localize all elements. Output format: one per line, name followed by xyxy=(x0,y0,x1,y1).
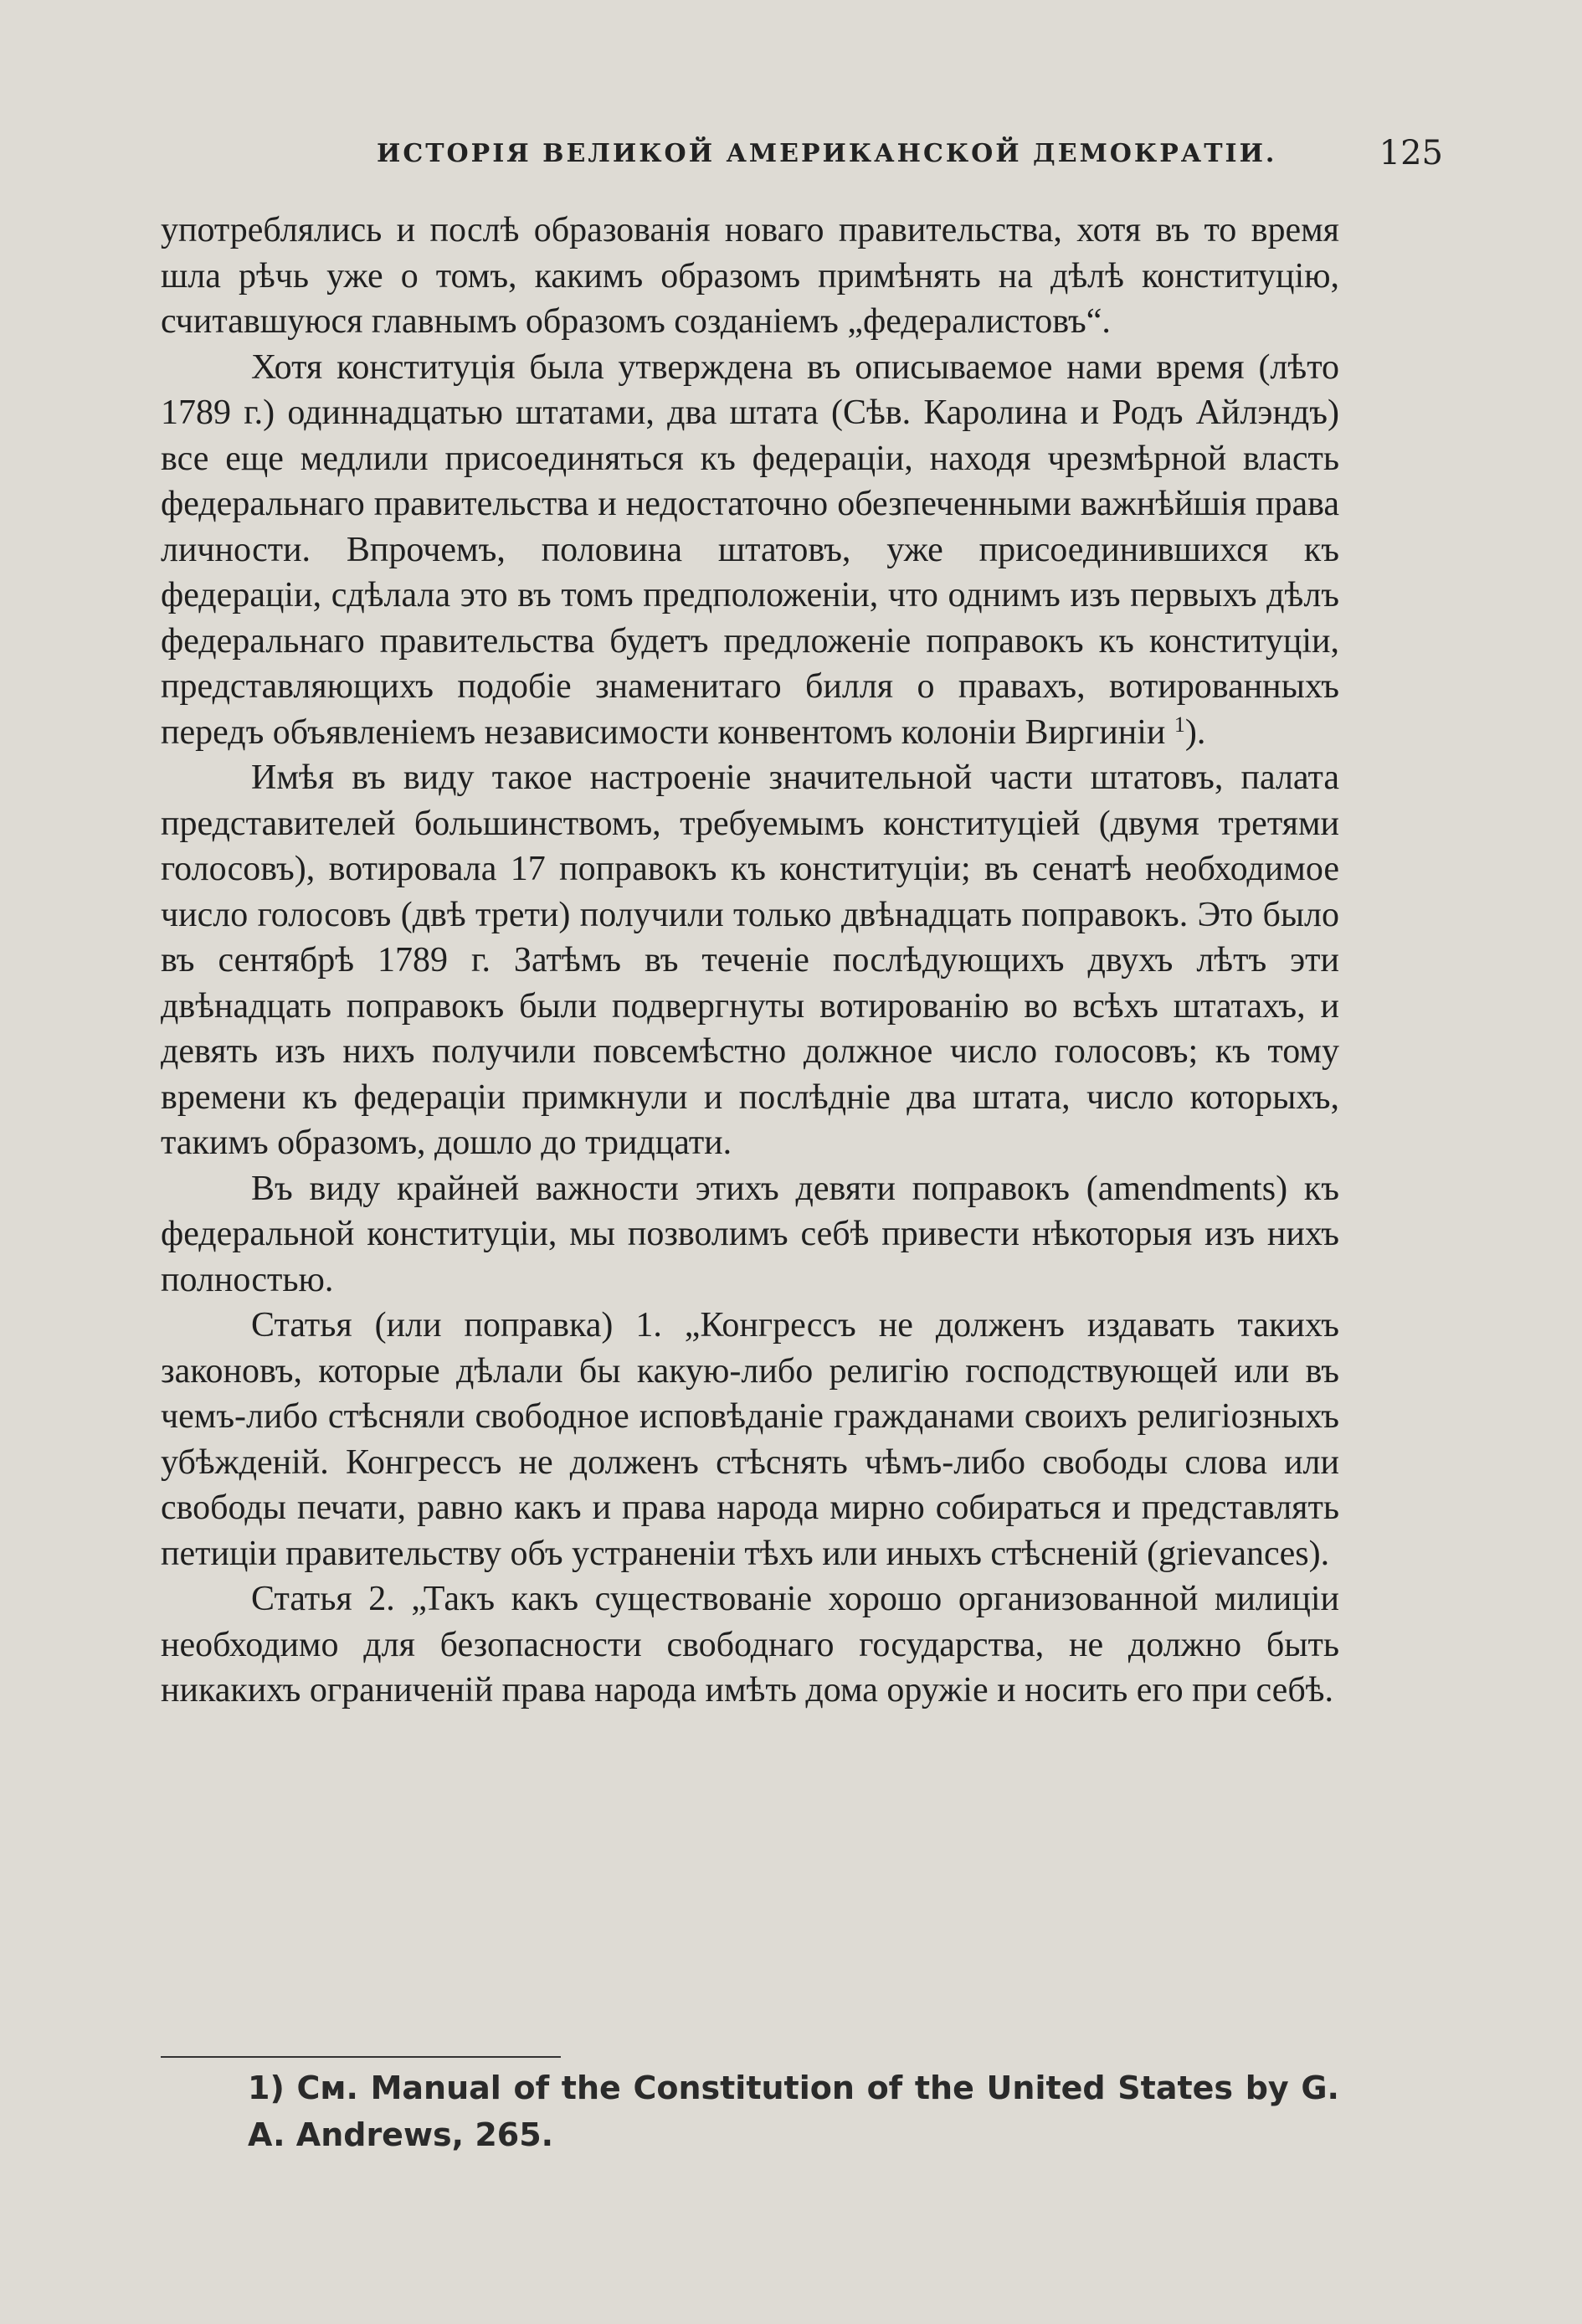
paragraph-4: Въ виду крайней важности этихъ девяти поправокъ (amendments) къ федеральной конституціи, мы позволимъ себѣ привести нѣкоторыя изъ нихъ полностью. xyxy=(161,1169,1339,1299)
running-title: ИСТОРІЯ ВЕЛИКОЙ АМЕРИКАНСКОЙ ДЕМОКРАТІИ. xyxy=(377,139,1277,168)
page-header xyxy=(159,134,1443,184)
paragraph-3: Имѣя въ виду такое настроеніе значительной части штатовъ, палата представителей большинствомъ, требуемымъ конституціей (двумя третями голосовъ), вотировала 17 поправокъ къ конституціи; въ сенатѣ необходимое число голосовъ (двѣ трети) получили только двѣнадцать поправокъ. Это было въ сентябрѣ 1789 г. Затѣмъ въ теченіе послѣдующихъ двухъ лѣтъ эти двѣнадцать поправокъ были подвергнуты вотированію во всѣхъ штатахъ, и девять изъ нихъ получили повсемѣстно должное число голосовъ; къ тому времени къ федераціи примкнули и послѣдніе два штата, число которыхъ, такимъ образомъ, дошло до тридцати. xyxy=(161,758,1339,1162)
paragraph-5: Статья (или поправка) 1. „Конгрессъ не долженъ издавать такихъ законовъ, которые дѣлали бы какую-либо религію господствующей или въ чемъ-либо стѣсняли свободное исповѣданіе гражданами своихъ религіозныхъ убѣжденій. Конгрессъ не долженъ стѣснять чѣмъ-либо свободы слова или свободы печати, равно какъ и права народа мирно собираться и представлять петиціи правительству объ устраненіи тѣхъ или иныхъ стѣсненій (grievances). xyxy=(161,1306,1339,1573)
footnote-marker: 1) xyxy=(248,2069,285,2106)
footnote-divider xyxy=(161,2056,561,2058)
paragraph-6: Статья 2. „Такъ какъ существованіе хорошо организованной милиціи необходимо для безопасности свободнаго государства, не должно быть никакихъ ограниченій права народа имѣть дома оружіе и носить его при себѣ. xyxy=(161,1580,1339,1710)
main-text xyxy=(161,208,1339,1714)
paragraph-2 xyxy=(161,345,1339,756)
footnote-ref-suffix: ). xyxy=(1184,712,1206,752)
paragraph-2-text: Хотя конституція была утверждена въ описываемое нами время (лѣто 1789 г.) одиннадцатью штатами, два штата (Сѣв. Каролина и Родъ Айлэндъ) все еще медлили присоединяться къ федераціи, находя чрезмѣрной власть федеральнаго правительства и недостаточно обезпеченными важнѣйшія права личности. Впрочемъ, половина штатовъ, уже присоединившихся къ федераціи, сдѣлала это въ томъ предположеніи, что однимъ изъ первыхъ дѣлъ федеральнаго правительства будетъ предложеніе поправокъ къ конституціи, представляющихъ подобіе знаменитаго билля о правахъ, вотированныхъ передъ объявленіемъ независимости конвентомъ колоніи Виргиніи xyxy=(161,347,1339,752)
page-number: 125 xyxy=(1379,134,1443,172)
footnote-text: См. Manual of the Constitution of the United States by G. A. Andrews, 265. xyxy=(248,2069,1339,2153)
footnote-ref: 1 xyxy=(1174,712,1185,737)
paragraph-1: употреблялись и послѣ образованія новаго правительства, хотя въ то время шла рѣчь уже о томъ, какимъ образомъ примѣнять на дѣлѣ конституцію, считавшуюся главнымъ образомъ созданіемъ „федералистовъ“. xyxy=(161,211,1339,341)
footnote-body xyxy=(161,2064,1339,2158)
footnote xyxy=(161,2064,1339,2158)
